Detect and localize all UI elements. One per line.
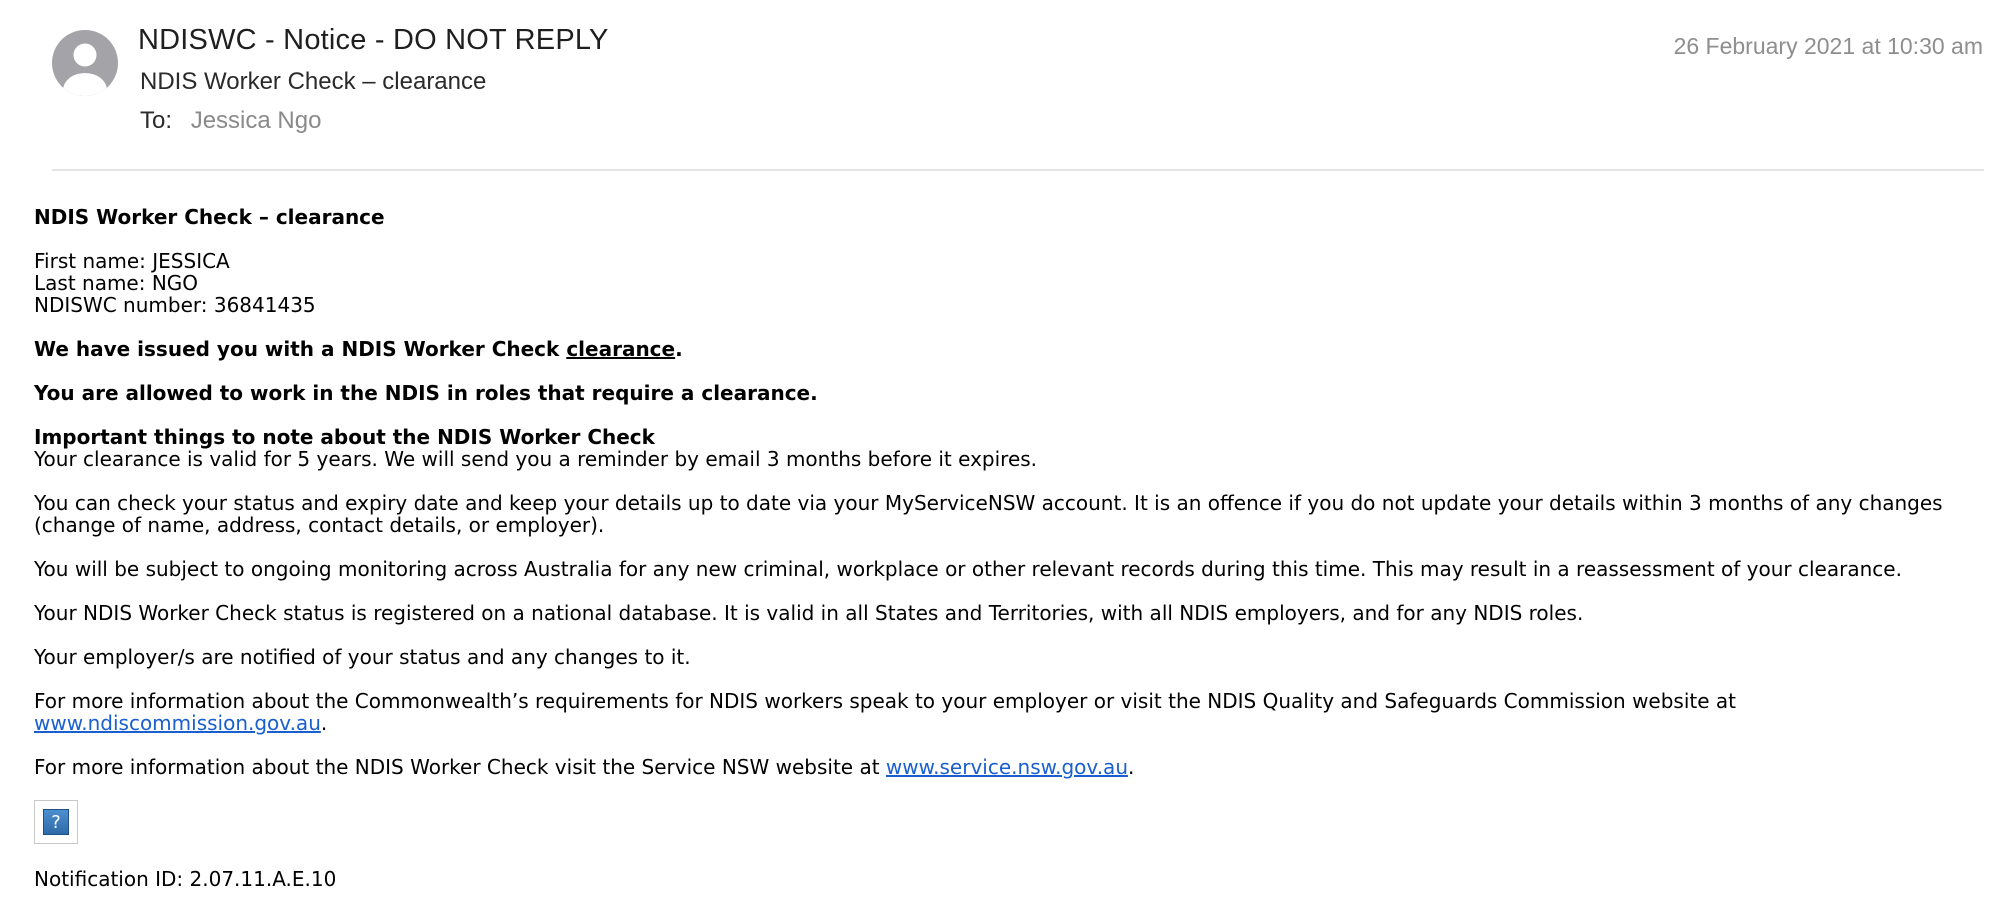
service-nsw-paragraph <box>34 756 1989 778</box>
commonwealth-prefix: For more information about the Commonwealth’s requirements for NDIS workers speak to your employer or visit the NDIS Quality and Safeguards Commission website at <box>34 689 1737 713</box>
recipient-row <box>140 107 321 135</box>
service-suffix: . <box>1128 755 1135 779</box>
question-glyph: ? <box>43 809 69 835</box>
question-image-icon[interactable] <box>34 800 78 844</box>
employers-paragraph: Your employer/s are notified of your status and any changes to it. <box>34 645 691 669</box>
first-name-line: First name: JESSICA <box>34 249 230 273</box>
last-name-line: Last name: NGO <box>34 271 199 295</box>
issued-suffix: . <box>675 337 683 361</box>
important-heading: Important things to note about the NDIS Worker Check <box>34 425 655 449</box>
email-header <box>0 0 2012 172</box>
check-status-paragraph: You can check your status and expiry date and keep your details up to date via your MyServiceNSW account. It is an offence if you do not update your details within 3 months of any changes (change of name, address, contact details, or employer). <box>34 491 1943 537</box>
recipient-name[interactable]: Jessica Ngo <box>190 107 322 134</box>
email-date: 26 February 2021 at 10:30 am <box>1673 33 1983 59</box>
monitoring-paragraph: You will be subject to ongoing monitoring across Australia for any new criminal, workplace or other relevant records during this time. This may result in a reassessment of your clearance. <box>34 557 1902 581</box>
ndiswc-number-line: NDISWC number: 36841435 <box>34 293 316 317</box>
clearance-link[interactable]: clearance <box>566 337 676 361</box>
sender-name[interactable]: NDISWC - Notice - DO NOT REPLY <box>138 24 609 56</box>
email-subject: NDIS Worker Check – clearance <box>140 68 487 95</box>
notification-id: Notification ID: 2.07.11.A.E.10 <box>34 867 337 891</box>
ndiscommission-link[interactable]: www.ndiscommission.gov.au <box>34 711 321 735</box>
issued-statement <box>34 338 1989 360</box>
header-divider <box>52 169 1984 171</box>
commonwealth-paragraph <box>34 690 1989 734</box>
service-nsw-link[interactable]: www.service.nsw.gov.au <box>885 755 1128 779</box>
allowed-statement: You are allowed to work in the NDIS in roles that require a clearance. <box>34 381 818 405</box>
registered-paragraph: Your NDIS Worker Check status is registered on a national database. It is valid in all States and Territories, with all NDIS employers, and for any NDIS roles. <box>34 601 1584 625</box>
message-heading: NDIS Worker Check – clearance <box>34 205 385 229</box>
issued-prefix: We have issued you with a NDIS Worker Check <box>34 337 567 361</box>
commonwealth-suffix: . <box>320 711 328 735</box>
valid-paragraph: Your clearance is valid for 5 years. We will send you a reminder by email 3 months before it expires. <box>34 447 1038 471</box>
to-label: To: <box>140 107 173 134</box>
email-body <box>34 206 1989 890</box>
service-prefix: For more information about the NDIS Worker Check visit the Service NSW website at <box>34 755 886 779</box>
avatar-icon[interactable] <box>52 30 118 96</box>
